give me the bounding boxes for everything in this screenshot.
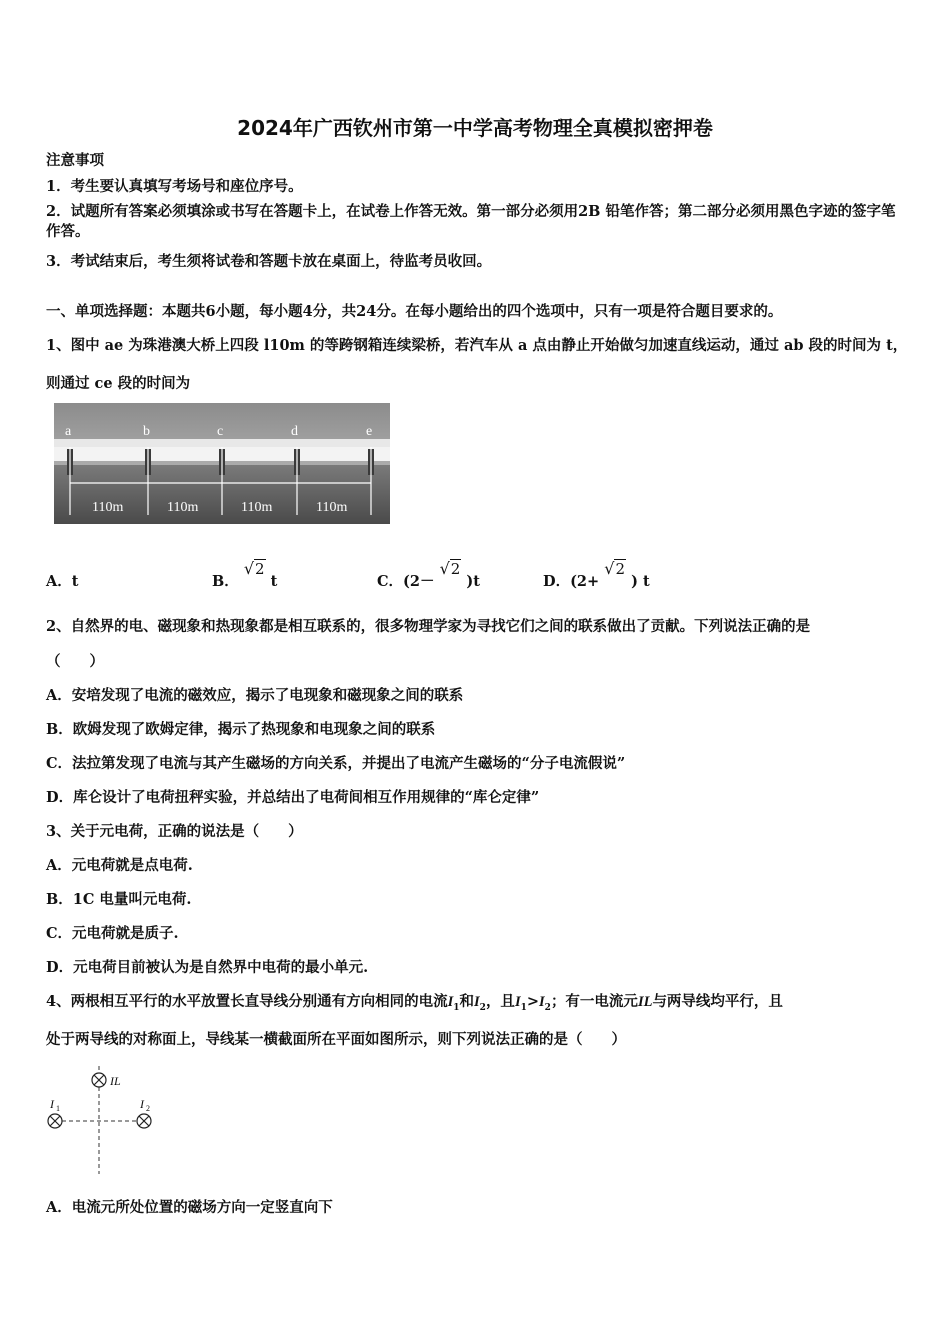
sqrt-radicand: 2 [615,560,625,578]
span-label-4: 110m [316,500,348,515]
q2-option-b: B．欧姆发现了欧姆定律，揭示了热现象和电现象之间的联系 [46,721,436,738]
sqrt-radicand: 2 [450,560,461,578]
point-label-c: c [217,424,224,439]
subscript-2: 2 [479,1002,486,1013]
sqrt-symbol: √2 [243,559,265,578]
current-element-symbol: IL [637,994,653,1010]
sqrt-radicand: 2 [255,560,265,578]
q3-option-c: C．元电荷就是质子. [46,925,179,942]
subscript-1: 1 [453,1002,460,1013]
wire-cross-section-diagram [42,1066,162,1176]
point-label-e: e [366,424,373,439]
bridge-photo [54,403,390,524]
q1-option-c [377,559,480,591]
q2-option-d: D．库仑设计了电荷扭秤实验，并总结出了电荷间相互作用规律的“库仑定律” [46,789,540,806]
q4-stem-part-e: 与两导线均平行，且 [652,993,783,1010]
q1-option-b-suffix: t [270,573,278,590]
span-label-2: 110m [167,500,199,515]
q2-answer-bracket: （ ） [46,653,104,670]
q3-option-a: A．元电荷就是点电荷. [46,857,193,874]
bridge-photo-svg [54,403,390,524]
subscript-1: 1 [520,1002,527,1013]
notice-item-3: 3．考试结束后，考生须将试卷和答题卡放在桌面上，待监考员收回。 [46,253,492,270]
q1-option-c-prefix: C．(2－ [377,573,435,590]
label-i2-subscript: 2 [146,1104,150,1113]
current-symbol-i2: I [539,994,545,1010]
wire-i2-icon [137,1114,151,1128]
q4-stem-part-d: ；有一电流元 [550,993,638,1010]
current-symbol-i1: I [447,994,454,1010]
q3-option-b: B．1C 电量叫元电荷. [46,891,192,908]
subscript-2: 2 [544,1002,551,1013]
span-label-3: 110m [241,500,273,515]
span-label-1: 110m [92,500,124,515]
sqrt-symbol: √2 [604,559,625,578]
label-i2: I [140,1097,144,1111]
point-label-b: b [143,424,150,439]
sqrt-symbol: √2 [439,559,461,578]
q2-option-c: C．法拉第发现了电流与其产生磁场的方向关系，并提出了电流产生磁场的“分子电流假说” [46,755,626,772]
current-element-il-icon [92,1073,106,1087]
greater-than-sign: > [526,993,540,1010]
q4-option-a: A．电流元所处位置的磁场方向一定竖直向下 [46,1199,333,1216]
q4-stem-part-b: 和 [459,993,475,1010]
wire-diagram-svg [42,1066,162,1176]
section-1-heading: 一、单项选择题：本题共6小题，每小题4分，共24分。在每小题给出的四个选项中，只有一项是符合题目要求的。 [46,303,783,320]
page-title: 2024年广西钦州市第一中学高考物理全真模拟密押卷 [237,116,713,140]
q1-option-d-suffix: ) t [631,573,650,590]
point-label-d: d [291,424,298,439]
q1-option-b-prefix: B． [212,573,239,590]
q1-option-b [212,559,278,591]
q1-option-a: A．t [46,573,79,590]
q4-stem-part-a: 4、两根相互平行的水平放置长直导线分别通有方向相同的电流 [46,993,448,1010]
q3-stem: 3、关于元电荷，正确的说法是（ ） [46,823,303,840]
q1-option-d-prefix: D．(2+ [543,573,600,590]
notice-heading: 注意事项 [46,152,104,169]
q4-stem-line-1 [46,992,783,1018]
q2-option-a: A．安培发现了电流的磁效应，揭示了电现象和磁现象之间的联系 [46,687,464,704]
q1-stem: 1、图中 ae 为珠港澳大桥上四段 l10m 的等跨钢箱连续梁桥，若汽车从 a 点由静止开始做匀加速直线运动，通过 ab 段的时间为 t，则通过 ce 段的时间为 [46,337,908,392]
q2-stem: 2、自然界的电、磁现象和热现象都是相互联系的，很多物理学家为寻找它们之间的联系做出了贡献。下列说法正确的是 [46,618,811,635]
point-label-a: a [65,424,72,439]
q3-option-d: D．元电荷目前被认为是自然界中电荷的最小单元. [46,959,369,976]
label-il: IL [110,1074,121,1088]
q1-option-d [543,559,650,591]
current-symbol-i2: I [474,994,480,1010]
q4-stem-part-c: ，且 [485,993,515,1010]
q1-option-c-suffix: )t [466,573,480,590]
q4-stem-line-2: 处于两导线的对称面上，导线某一横截面所在平面如图所示，则下列说法正确的是（ ） [46,1031,626,1048]
wire-i1-icon [48,1114,62,1128]
label-i1: I [50,1097,54,1111]
current-symbol-i1: I [514,994,521,1010]
notice-item-1: 1．考生要认真填写考场号和座位序号。 [46,178,303,195]
notice-item-2: 2．试题所有答案必须填涂或书写在答题卡上，在试卷上作答无效。第一部分必须用2B 铅笔作答；第二部分必须用黑色字迹的签字笔作答。 [46,203,896,240]
label-i1-subscript: 1 [56,1104,60,1113]
